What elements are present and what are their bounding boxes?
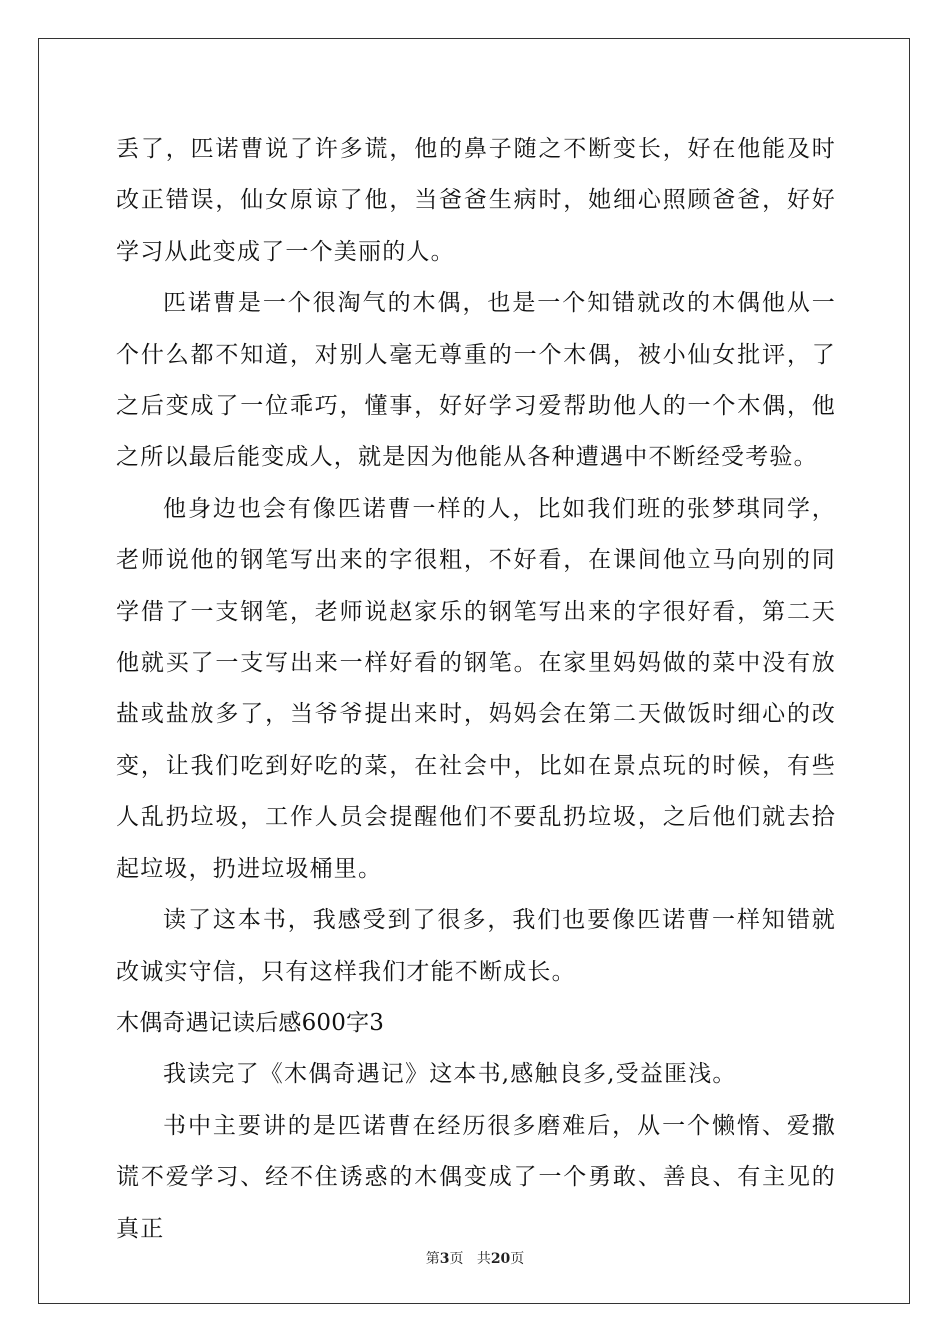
page-number: 3 bbox=[439, 1251, 450, 1267]
paragraph-2: 匹诺曹是一个很淘气的木偶，也是一个知错就改的木偶他从一个什么都不知道，对别人毫无尊重的一个木偶，被小仙女批评，了之后变成了一位乖巧，懂事，好好学习爱帮助他人的一个木偶，他之所以最后能变成人，就是因为他能从各种遭遇中不断经受考验。 bbox=[116, 290, 836, 471]
total-unit: 页 bbox=[510, 1251, 525, 1267]
section-paragraph-2: 书中主要讲的是匹诺曹在经历很多磨难后，从一个懒惰、爱撒谎不爱学习、经不住诱惑的木偶变成了一个勇敢、善良、有主见的真正 bbox=[116, 1112, 836, 1242]
paragraph-1: 丢了，匹诺曹说了许多谎，他的鼻子随之不断变长，好在他能及时改正错误，仙女原谅了他，当爸爸生病时，她细心照顾爸爸，好好学习从此变成了一个美丽的人。 bbox=[116, 136, 836, 265]
page-unit: 页 bbox=[449, 1251, 464, 1267]
total-pages: 20 bbox=[490, 1251, 511, 1267]
page-prefix: 第 bbox=[425, 1251, 440, 1267]
paragraph-4: 读了这本书，我感受到了很多，我们也要像匹诺曹一样知错就改诚实守信，只有这样我们才能不断成长。 bbox=[116, 907, 836, 985]
document-body bbox=[116, 124, 836, 1255]
section-paragraph-1: 我读完了《木偶奇遇记》这本书,感触良多,受益匪浅。 bbox=[163, 1061, 737, 1088]
page-footer bbox=[0, 1248, 950, 1268]
section-heading: 木偶奇遇记读后感600字3 bbox=[116, 1009, 385, 1036]
total-prefix: 共 bbox=[476, 1251, 491, 1267]
paragraph-3: 他身边也会有像匹诺曹一样的人，比如我们班的张梦琪同学，老师说他的钢笔写出来的字很粗，不好看，在课间他立马向别的同学借了一支钢笔，老师说赵家乐的钢笔写出来的字很好看，第二天他就买了一支写出来一样好看的钢笔。在家里妈妈做的菜中没有放盐或盐放多了，当爷爷提出来时，妈妈会在第二天做饭时细心的改变，让我们吃到好吃的菜，在社会中，比如在景点玩的时候，有些人乱扔垃圾，工作人员会提醒他们不要乱扔垃圾，之后他们就去拾起垃圾，扔进垃圾桶里。 bbox=[116, 495, 836, 882]
